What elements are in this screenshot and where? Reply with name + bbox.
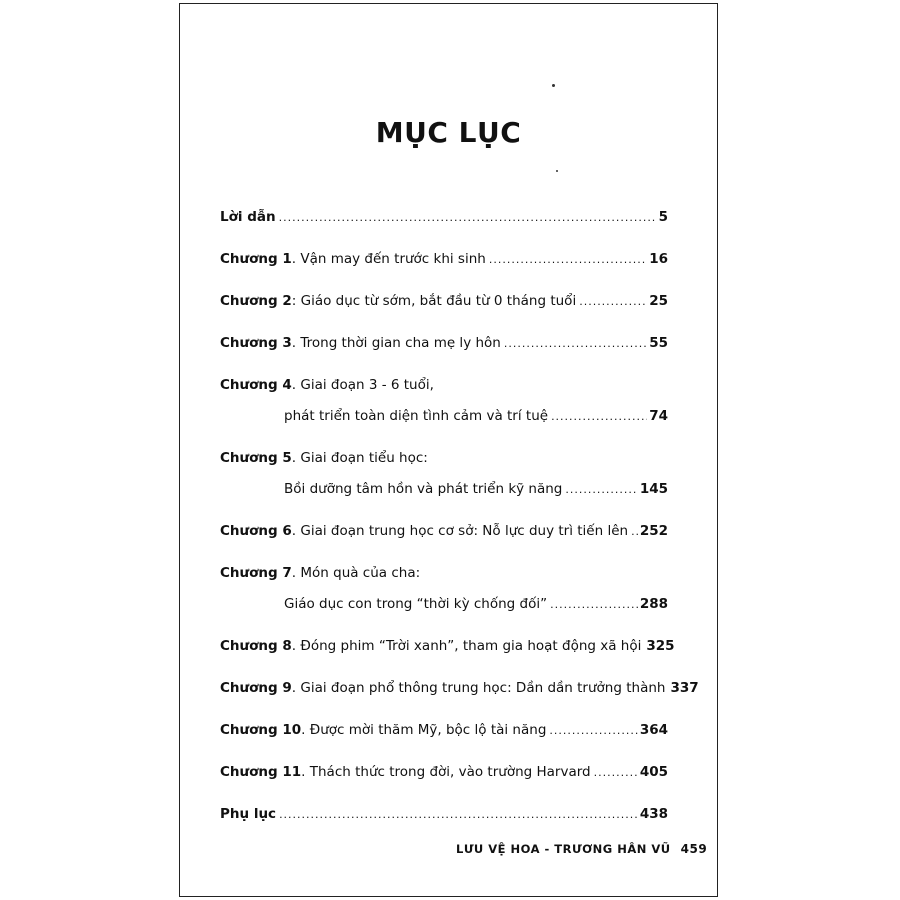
toc-text: . Giai đoạn phổ thông trung học: Dần dần trưởng thành [291, 680, 666, 696]
toc-entry-chapter-1 [220, 251, 668, 273]
toc-page: 325 [646, 638, 675, 654]
table-of-contents [220, 209, 699, 848]
toc-entry-chapter-5 [220, 450, 668, 503]
toc-entry-chapter-7 [220, 565, 668, 618]
page-title: MỤC LỤC [375, 116, 522, 149]
toc-text: . Vận may đến trước khi sinh [291, 251, 486, 267]
toc-label: Chương 9 [220, 680, 292, 696]
toc-text-continued: Giáo dục con trong “thời kỳ chống đối” [284, 596, 548, 612]
toc-label: Chương 10 [220, 722, 302, 738]
toc-label: Chương 7 [220, 565, 292, 581]
footer-authors: LƯU VỆ HOA - TRƯƠNG HÂN VŨ [456, 842, 671, 856]
toc-label: Chương 1 [220, 251, 292, 267]
toc-label: Chương 3 [220, 335, 292, 351]
toc-text: . Trong thời gian cha mẹ ly hôn [291, 335, 501, 351]
book-page [179, 3, 718, 897]
toc-label: Phụ lục [220, 806, 277, 822]
toc-label: Chương 5 [220, 450, 292, 466]
toc-text: . Giai đoạn 3 - 6 tuổi, [291, 377, 434, 393]
leader-dots [504, 337, 647, 350]
leader-dots [579, 295, 647, 308]
toc-entry-chapter-11 [220, 764, 668, 786]
ink-speck [556, 170, 558, 172]
toc-page: 364 [639, 722, 668, 738]
leader-dots [549, 724, 637, 737]
toc-text: . Được mời thăm Mỹ, bộc lộ tài năng [301, 722, 547, 738]
toc-entry-appendix [220, 806, 668, 828]
toc-text: . Giai đoạn trung học cơ sở: Nỗ lực duy trì tiến lên [291, 523, 629, 539]
toc-label: Chương 4 [220, 377, 292, 393]
toc-page: 145 [639, 481, 668, 497]
toc-entry-chapter-8 [220, 638, 675, 660]
footer-page-number: 459 [680, 842, 708, 856]
toc-page: 74 [649, 408, 668, 424]
leader-dots [489, 253, 647, 266]
toc-label: Chương 8 [220, 638, 292, 654]
toc-label: Chương 6 [220, 523, 292, 539]
toc-page: 252 [639, 523, 668, 539]
page-footer [456, 842, 707, 856]
toc-entry-chapter-6 [220, 523, 668, 545]
ink-speck [552, 84, 555, 87]
toc-entry-chapter-10 [220, 722, 668, 744]
toc-page: 55 [649, 335, 668, 351]
toc-entry-chapter-3 [220, 335, 668, 357]
toc-entry-chapter-9 [220, 680, 699, 702]
toc-entry-intro [220, 209, 668, 231]
toc-page: 438 [639, 806, 668, 822]
toc-page: 25 [649, 293, 668, 309]
toc-label: Lời dẫn [220, 209, 276, 225]
toc-text: . Thách thức trong đời, vào trường Harvard [301, 764, 591, 780]
toc-text: . Đóng phim “Trời xanh”, tham gia hoạt động xã hội [291, 638, 642, 654]
toc-page: 5 [658, 209, 668, 225]
toc-text: . Giai đoạn tiểu học: [291, 450, 428, 466]
toc-text-continued: Bồi dưỡng tâm hồn và phát triển kỹ năng [284, 481, 563, 497]
toc-label: Chương 11 [220, 764, 302, 780]
toc-page: 288 [639, 596, 668, 612]
leader-dots [279, 808, 638, 821]
leader-dots [631, 525, 638, 538]
toc-entry-chapter-4 [220, 377, 668, 430]
leader-dots [594, 766, 638, 779]
leader-dots [565, 483, 637, 496]
toc-page: 405 [639, 764, 668, 780]
toc-label: Chương 2 [220, 293, 292, 309]
toc-text: : Giáo dục từ sớm, bắt đầu từ 0 tháng tuổi [291, 293, 577, 309]
leader-dots [279, 211, 657, 224]
toc-page: 16 [649, 251, 668, 267]
toc-text-continued: phát triển toàn diện tình cảm và trí tuệ [284, 408, 549, 424]
leader-dots [550, 598, 638, 611]
toc-text: . Món quà của cha: [291, 565, 421, 581]
toc-entry-chapter-2 [220, 293, 668, 315]
toc-page: 337 [670, 680, 699, 696]
leader-dots [551, 410, 647, 423]
